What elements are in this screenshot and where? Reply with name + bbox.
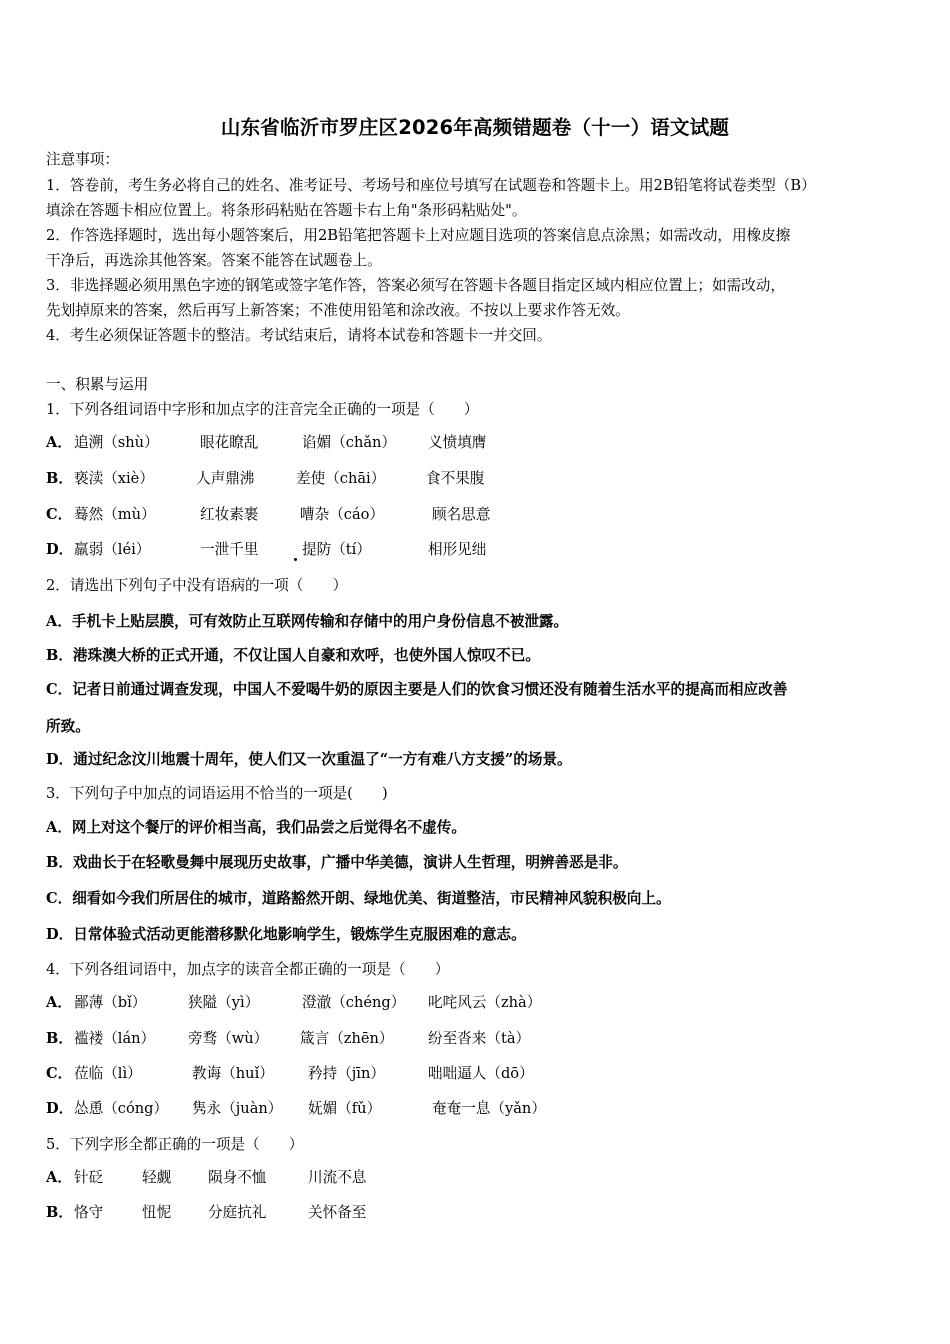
word-item: 轻觑 bbox=[142, 1169, 172, 1186]
word-item: 怂恿（cóng） bbox=[74, 1100, 169, 1117]
word-item: 忸怩 bbox=[142, 1204, 172, 1221]
word-item: 眼花瞭乱 bbox=[200, 434, 259, 451]
notice-line: 3．非选择题必须用黑色字迹的钢笔或签字笔作答，答案必须写在答题卡各题目指定区域内相应位置上；如需改动， bbox=[46, 277, 785, 294]
word-item: 箴言（zhēn） bbox=[300, 1030, 394, 1047]
word-item: 隽永（juàn） bbox=[192, 1100, 283, 1117]
word-item: 教诲（huǐ） bbox=[192, 1065, 274, 1082]
question-4-stem: 4．下列各组词语中，加点字的读音全都正确的一项是（ ） bbox=[46, 961, 450, 978]
word-item: 恪守 bbox=[74, 1204, 104, 1221]
word-item: 提防（tí） bbox=[302, 541, 371, 558]
word-item: 嘈杂（cáo） bbox=[300, 506, 385, 523]
word-item: 分庭抗礼 bbox=[208, 1204, 267, 1221]
q3-option-b: B．戏曲长于在轻歌曼舞中展现历史故事，广播中华美德，演讲人生哲理，明辨善恶是非。 bbox=[46, 854, 628, 871]
word-item: 针砭 bbox=[74, 1169, 104, 1186]
q3-option-c: C．细看如今我们所居住的城市，道路豁然开朗、绿地优美、街道整洁，市民精神风貌积极向上。 bbox=[46, 890, 671, 907]
page-title: 山东省临沂市罗庄区2026年高频错题卷（十一）语文试题 bbox=[220, 116, 730, 139]
word-item: 旁骛（wù） bbox=[188, 1030, 269, 1047]
word-item: 一泄千里 bbox=[200, 541, 259, 558]
word-item: 追溯（shù） bbox=[74, 434, 159, 451]
word-item: 狭隘（yì） bbox=[188, 994, 260, 1011]
q2-option-a: A．手机卡上贴层膜，可有效防止互联网传输和存储中的用户身份信息不被泄露。 bbox=[46, 613, 569, 630]
q2-option-c-cont: 所致。 bbox=[46, 718, 90, 735]
option-label: D． bbox=[46, 541, 74, 558]
word-item: 妩媚（fǔ） bbox=[308, 1100, 382, 1117]
word-item: 叱咤风云（zhà） bbox=[428, 994, 542, 1011]
q2-option-d: D．通过纪念汶川地震十周年，使人们又一次重温了“一方有难八方支援”的场景。 bbox=[46, 751, 572, 768]
word-item: 矜持（jīn） bbox=[308, 1065, 385, 1082]
word-item: 咄咄逼人（dō） bbox=[428, 1065, 534, 1082]
q2-option-c: C．记者日前通过调查发现，中国人不爱喝牛奶的原因主要是人们的饮食习惯还没有随着生活水平的提高而相应改善 bbox=[46, 681, 788, 698]
question-1-stem: 1．下列各组词语中字形和加点字的注音完全正确的一项是（ ） bbox=[46, 401, 479, 418]
option-label: D． bbox=[46, 1100, 74, 1117]
word-item: 莅临（lì） bbox=[74, 1065, 142, 1082]
word-item: 亵渎（xiè） bbox=[74, 470, 154, 487]
word-item: 差使（chāi） bbox=[296, 470, 386, 487]
word-item: 谄媚（chǎn） bbox=[302, 434, 397, 451]
word-item: 食不果腹 bbox=[426, 470, 485, 487]
word-item: 奄奄一息（yǎn） bbox=[432, 1100, 546, 1117]
q2-option-b: B．港珠澳大桥的正式开通，不仅让国人自豪和欢呼，也使外国人惊叹不已。 bbox=[46, 647, 540, 664]
word-item: 义愤填膺 bbox=[428, 434, 487, 451]
question-3-stem: 3．下列句子中加点的词语运用不恰当的一项是( ) bbox=[46, 785, 388, 802]
notice-heading: 注意事项： bbox=[46, 151, 119, 168]
word-item: 鄙薄（bǐ） bbox=[74, 994, 147, 1011]
word-item: 陨身不恤 bbox=[208, 1169, 267, 1186]
notice-line: 填涂在答题卡相应位置上。将条形码粘贴在答题卡右上角"条形码粘贴处"。 bbox=[46, 202, 527, 219]
section-heading: 一、积累与运用 bbox=[46, 376, 149, 393]
option-label: B． bbox=[46, 1204, 73, 1221]
word-item: 相形见绌 bbox=[428, 541, 487, 558]
notice-line: 2．作答选择题时，选出每小题答案后，用2B铅笔把答题卡上对应题目选项的答案信息点涂黑；如需改动，用橡皮擦 bbox=[46, 227, 791, 244]
option-label: B． bbox=[46, 1030, 73, 1047]
question-2-stem: 2．请选出下列句子中没有语病的一项（ ） bbox=[46, 577, 348, 594]
word-item: 澄澈（chéng） bbox=[302, 994, 406, 1011]
emphasis-dot bbox=[294, 558, 297, 561]
notice-line: 1．答卷前，考生务必将自己的姓名、准考证号、考场号和座位号填写在试题卷和答题卡上。用2B铅笔将试卷类型（B） bbox=[46, 177, 816, 194]
option-label: C． bbox=[46, 506, 73, 523]
word-item: 川流不息 bbox=[308, 1169, 367, 1186]
q3-option-a: A．网上对这个餐厅的评价相当高，我们品尝之后觉得名不虚传。 bbox=[46, 819, 466, 836]
option-label: C． bbox=[46, 1065, 73, 1082]
word-item: 纷至沓来（tà） bbox=[428, 1030, 531, 1047]
word-item: 顾名思意 bbox=[432, 506, 491, 523]
notice-line: 干净后，再选涂其他答案。答案不能答在试题卷上。 bbox=[46, 252, 382, 269]
notice-line: 4．考生必须保证答题卡的整洁。考试结束后，请将本试卷和答题卡一并交回。 bbox=[46, 327, 552, 344]
word-item: 羸弱（léi） bbox=[74, 541, 151, 558]
word-item: 红妆素裹 bbox=[200, 506, 259, 523]
word-item: 人声鼎沸 bbox=[196, 470, 255, 487]
question-5-stem: 5．下列字形全都正确的一项是（ ） bbox=[46, 1136, 304, 1153]
option-label: B． bbox=[46, 470, 73, 487]
option-label: A． bbox=[46, 994, 72, 1011]
q3-option-d: D．日常体验式活动更能潜移默化地影响学生，锻炼学生克服困难的意志。 bbox=[46, 926, 526, 943]
word-item: 褴褛（lán） bbox=[74, 1030, 156, 1047]
word-item: 蓦然（mù） bbox=[74, 506, 156, 523]
option-label: A． bbox=[46, 1169, 72, 1186]
word-item: 关怀备至 bbox=[308, 1204, 367, 1221]
option-label: A． bbox=[46, 434, 72, 451]
notice-line: 先划掉原来的答案，然后再写上新答案；不准使用铅笔和涂改液。不按以上要求作答无效。 bbox=[46, 302, 630, 319]
